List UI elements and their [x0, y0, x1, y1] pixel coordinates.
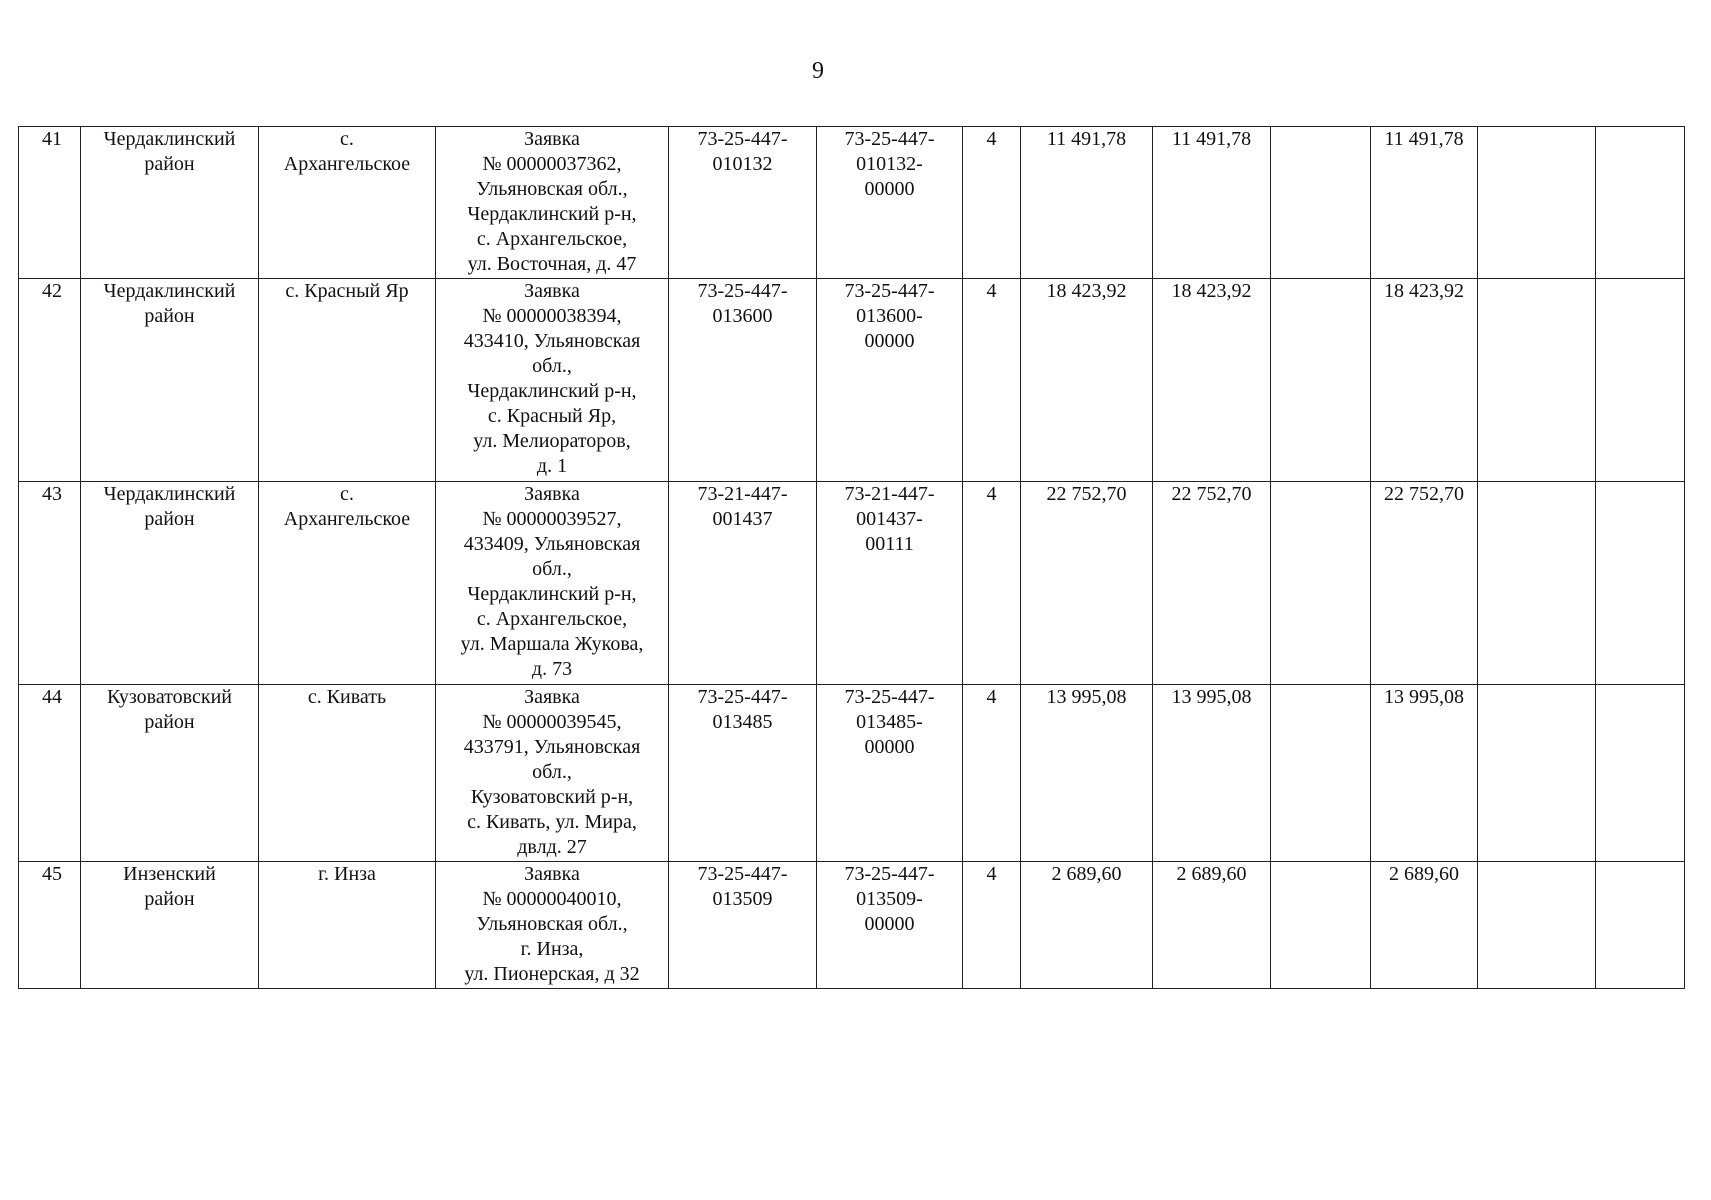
application-cell-line: Заявка: [524, 863, 580, 885]
application-cell-line: Заявка: [524, 483, 580, 505]
district-cell-line: Чердаклинский: [103, 483, 236, 505]
full-code-cell: [817, 685, 963, 862]
district-cell: [81, 127, 259, 279]
code-cell-line: 013600: [712, 305, 773, 327]
application-cell-line: обл.,: [532, 761, 572, 783]
application-cell-line: 433409, Ульяновская: [463, 533, 641, 555]
full-code-cell: [817, 279, 963, 482]
code-cell-line: 013485: [712, 711, 773, 733]
row-number-cell: 43: [19, 482, 81, 685]
application-cell-line: с. Архангельское,: [476, 228, 628, 250]
code-cell-line: 73-25-447-: [697, 863, 788, 885]
row-number-cell: 42: [19, 279, 81, 482]
table-row: [19, 685, 1685, 862]
full-code-cell-line: 013600-: [856, 305, 923, 327]
application-cell: [436, 685, 669, 862]
full-code-cell-line: 00000: [864, 330, 915, 352]
settlement-cell-line: с.: [340, 483, 354, 505]
code-cell-line: 010132: [712, 153, 773, 175]
full-code-cell-line: 013485-: [856, 711, 923, 733]
full-code-cell: [817, 482, 963, 685]
code-cell: [669, 279, 817, 482]
district-cell-line: Кузоватовский: [107, 686, 232, 708]
district-cell-line: Инзенский: [123, 863, 216, 885]
empty-cell: [1478, 279, 1596, 482]
amount-cell: 2 689,60: [1371, 862, 1478, 989]
empty-cell: [1271, 279, 1371, 482]
application-cell-line: Чердаклинский р-н,: [467, 380, 637, 402]
amount-cell: 22 752,70: [1153, 482, 1271, 685]
full-code-cell-line: 73-25-447-: [844, 686, 935, 708]
full-code-cell-line: 73-25-447-: [844, 280, 935, 302]
application-cell-line: Ульяновская обл.,: [476, 178, 628, 200]
amount-cell: 22 752,70: [1371, 482, 1478, 685]
application-cell-line: с. Кивать, ул. Мира,: [467, 811, 637, 833]
application-cell-line: 433791, Ульяновская: [463, 736, 641, 758]
row-number-cell: 41: [19, 127, 81, 279]
application-cell-line: Чердаклинский р-н,: [467, 203, 637, 225]
settlement-cell: [259, 685, 436, 862]
full-code-cell: [817, 127, 963, 279]
full-code-cell-line: 00000: [864, 736, 915, 758]
code-cell-line: 73-25-447-: [697, 280, 788, 302]
amount-cell: 22 752,70: [1021, 482, 1153, 685]
amount-cell: 11 491,78: [1021, 127, 1153, 279]
empty-cell: [1478, 862, 1596, 989]
full-code-cell-line: 010132-: [856, 153, 923, 175]
code-cell: [669, 482, 817, 685]
empty-cell: [1271, 685, 1371, 862]
quantity-cell: 4: [963, 685, 1021, 862]
empty-cell: [1271, 862, 1371, 989]
application-cell-line: Ульяновская обл.,: [476, 913, 628, 935]
application-cell-line: Заявка: [524, 280, 580, 302]
empty-cell: [1478, 127, 1596, 279]
full-code-cell-line: 00000: [864, 913, 915, 935]
application-cell-line: ул. Восточная, д. 47: [467, 253, 637, 275]
application-cell-line: с. Красный Яр,: [487, 405, 617, 427]
full-code-cell-line: 73-25-447-: [844, 128, 935, 150]
full-code-cell-line: 00000: [864, 178, 915, 200]
page-number: 9: [812, 58, 824, 84]
settlement-cell-line: с. Красный Яр: [285, 280, 409, 302]
application-cell: [436, 482, 669, 685]
district-cell-line: район: [144, 153, 195, 175]
code-cell-line: 73-21-447-: [697, 483, 788, 505]
empty-cell: [1271, 127, 1371, 279]
full-code-cell-line: 73-21-447-: [844, 483, 935, 505]
row-number-cell: 44: [19, 685, 81, 862]
application-cell-line: ул. Мелиораторов,: [473, 430, 631, 452]
district-cell-line: район: [144, 305, 195, 327]
settlement-cell: [259, 279, 436, 482]
application-cell-line: 433410, Ульяновская: [463, 330, 641, 352]
district-cell: [81, 279, 259, 482]
amount-cell: 13 995,08: [1021, 685, 1153, 862]
settlement-cell-line: с. Кивать: [307, 686, 387, 708]
amount-cell: 18 423,92: [1021, 279, 1153, 482]
application-cell-line: д. 1: [536, 455, 568, 477]
full-code-cell: [817, 862, 963, 989]
empty-cell: [1596, 279, 1685, 482]
code-cell: [669, 862, 817, 989]
application-cell-line: Кузоватовский р-н,: [470, 786, 634, 808]
amount-cell: 2 689,60: [1153, 862, 1271, 989]
code-cell-line: 73-25-447-: [697, 686, 788, 708]
code-cell-line: 001437: [712, 508, 773, 530]
application-cell-line: № 00000039527,: [482, 508, 622, 530]
amount-cell: 18 423,92: [1153, 279, 1271, 482]
amount-cell: 13 995,08: [1153, 685, 1271, 862]
quantity-cell: 4: [963, 127, 1021, 279]
settlement-cell-line: Архангельское: [283, 508, 411, 530]
amount-cell: 2 689,60: [1021, 862, 1153, 989]
empty-cell: [1596, 862, 1685, 989]
empty-cell: [1596, 482, 1685, 685]
empty-cell: [1596, 127, 1685, 279]
settlement-cell-line: Архангельское: [283, 153, 411, 175]
code-cell: [669, 685, 817, 862]
settlement-cell: [259, 127, 436, 279]
settlement-cell-line: с.: [340, 128, 354, 150]
application-cell-line: № 00000038394,: [482, 305, 622, 327]
application-cell-line: обл.,: [532, 558, 572, 580]
application-cell-line: Заявка: [524, 686, 580, 708]
quantity-cell: 4: [963, 279, 1021, 482]
application-cell-line: № 00000037362,: [482, 153, 622, 175]
district-cell: [81, 862, 259, 989]
empty-cell: [1478, 685, 1596, 862]
district-cell: [81, 685, 259, 862]
application-cell: [436, 127, 669, 279]
application-cell-line: Чердаклинский р-н,: [467, 583, 637, 605]
settlement-cell: [259, 482, 436, 685]
empty-cell: [1596, 685, 1685, 862]
amount-cell: 11 491,78: [1153, 127, 1271, 279]
district-cell-line: район: [144, 888, 195, 910]
empty-cell: [1271, 482, 1371, 685]
application-cell-line: ул. Пионерская, д 32: [464, 963, 640, 985]
full-code-cell-line: 001437-: [856, 508, 923, 530]
application-cell-line: д. 73: [531, 658, 573, 680]
register-table: [18, 126, 1685, 989]
full-code-cell-line: 00111: [865, 533, 914, 555]
code-cell-line: 013509: [712, 888, 773, 910]
full-code-cell-line: 73-25-447-: [844, 863, 935, 885]
application-cell-line: обл.,: [532, 355, 572, 377]
district-cell-line: район: [144, 508, 195, 530]
application-cell-line: № 00000039545,: [482, 711, 622, 733]
application-cell-line: ул. Маршала Жукова,: [460, 633, 644, 655]
application-cell-line: с. Архангельское,: [476, 608, 628, 630]
application-cell-line: двлд. 27: [517, 836, 587, 858]
code-cell: [669, 127, 817, 279]
district-cell-line: район: [144, 711, 195, 733]
table-row: [19, 862, 1685, 989]
table-row: [19, 127, 1685, 279]
amount-cell: 18 423,92: [1371, 279, 1478, 482]
application-cell-line: г. Инза,: [520, 938, 584, 960]
table-body: [19, 127, 1685, 989]
amount-cell: 11 491,78: [1371, 127, 1478, 279]
quantity-cell: 4: [963, 862, 1021, 989]
application-cell: [436, 279, 669, 482]
quantity-cell: 4: [963, 482, 1021, 685]
district-cell-line: Чердаклинский: [103, 280, 236, 302]
application-cell-line: № 00000040010,: [482, 888, 622, 910]
district-cell-line: Чердаклинский: [103, 128, 236, 150]
full-code-cell-line: 013509-: [856, 888, 923, 910]
district-cell: [81, 482, 259, 685]
amount-cell: 13 995,08: [1371, 685, 1478, 862]
table-row: [19, 279, 1685, 482]
row-number-cell: 45: [19, 862, 81, 989]
code-cell-line: 73-25-447-: [697, 128, 788, 150]
settlement-cell: [259, 862, 436, 989]
empty-cell: [1478, 482, 1596, 685]
table-row: [19, 482, 1685, 685]
application-cell: [436, 862, 669, 989]
application-cell-line: Заявка: [524, 128, 580, 150]
settlement-cell-line: г. Инза: [318, 863, 376, 885]
